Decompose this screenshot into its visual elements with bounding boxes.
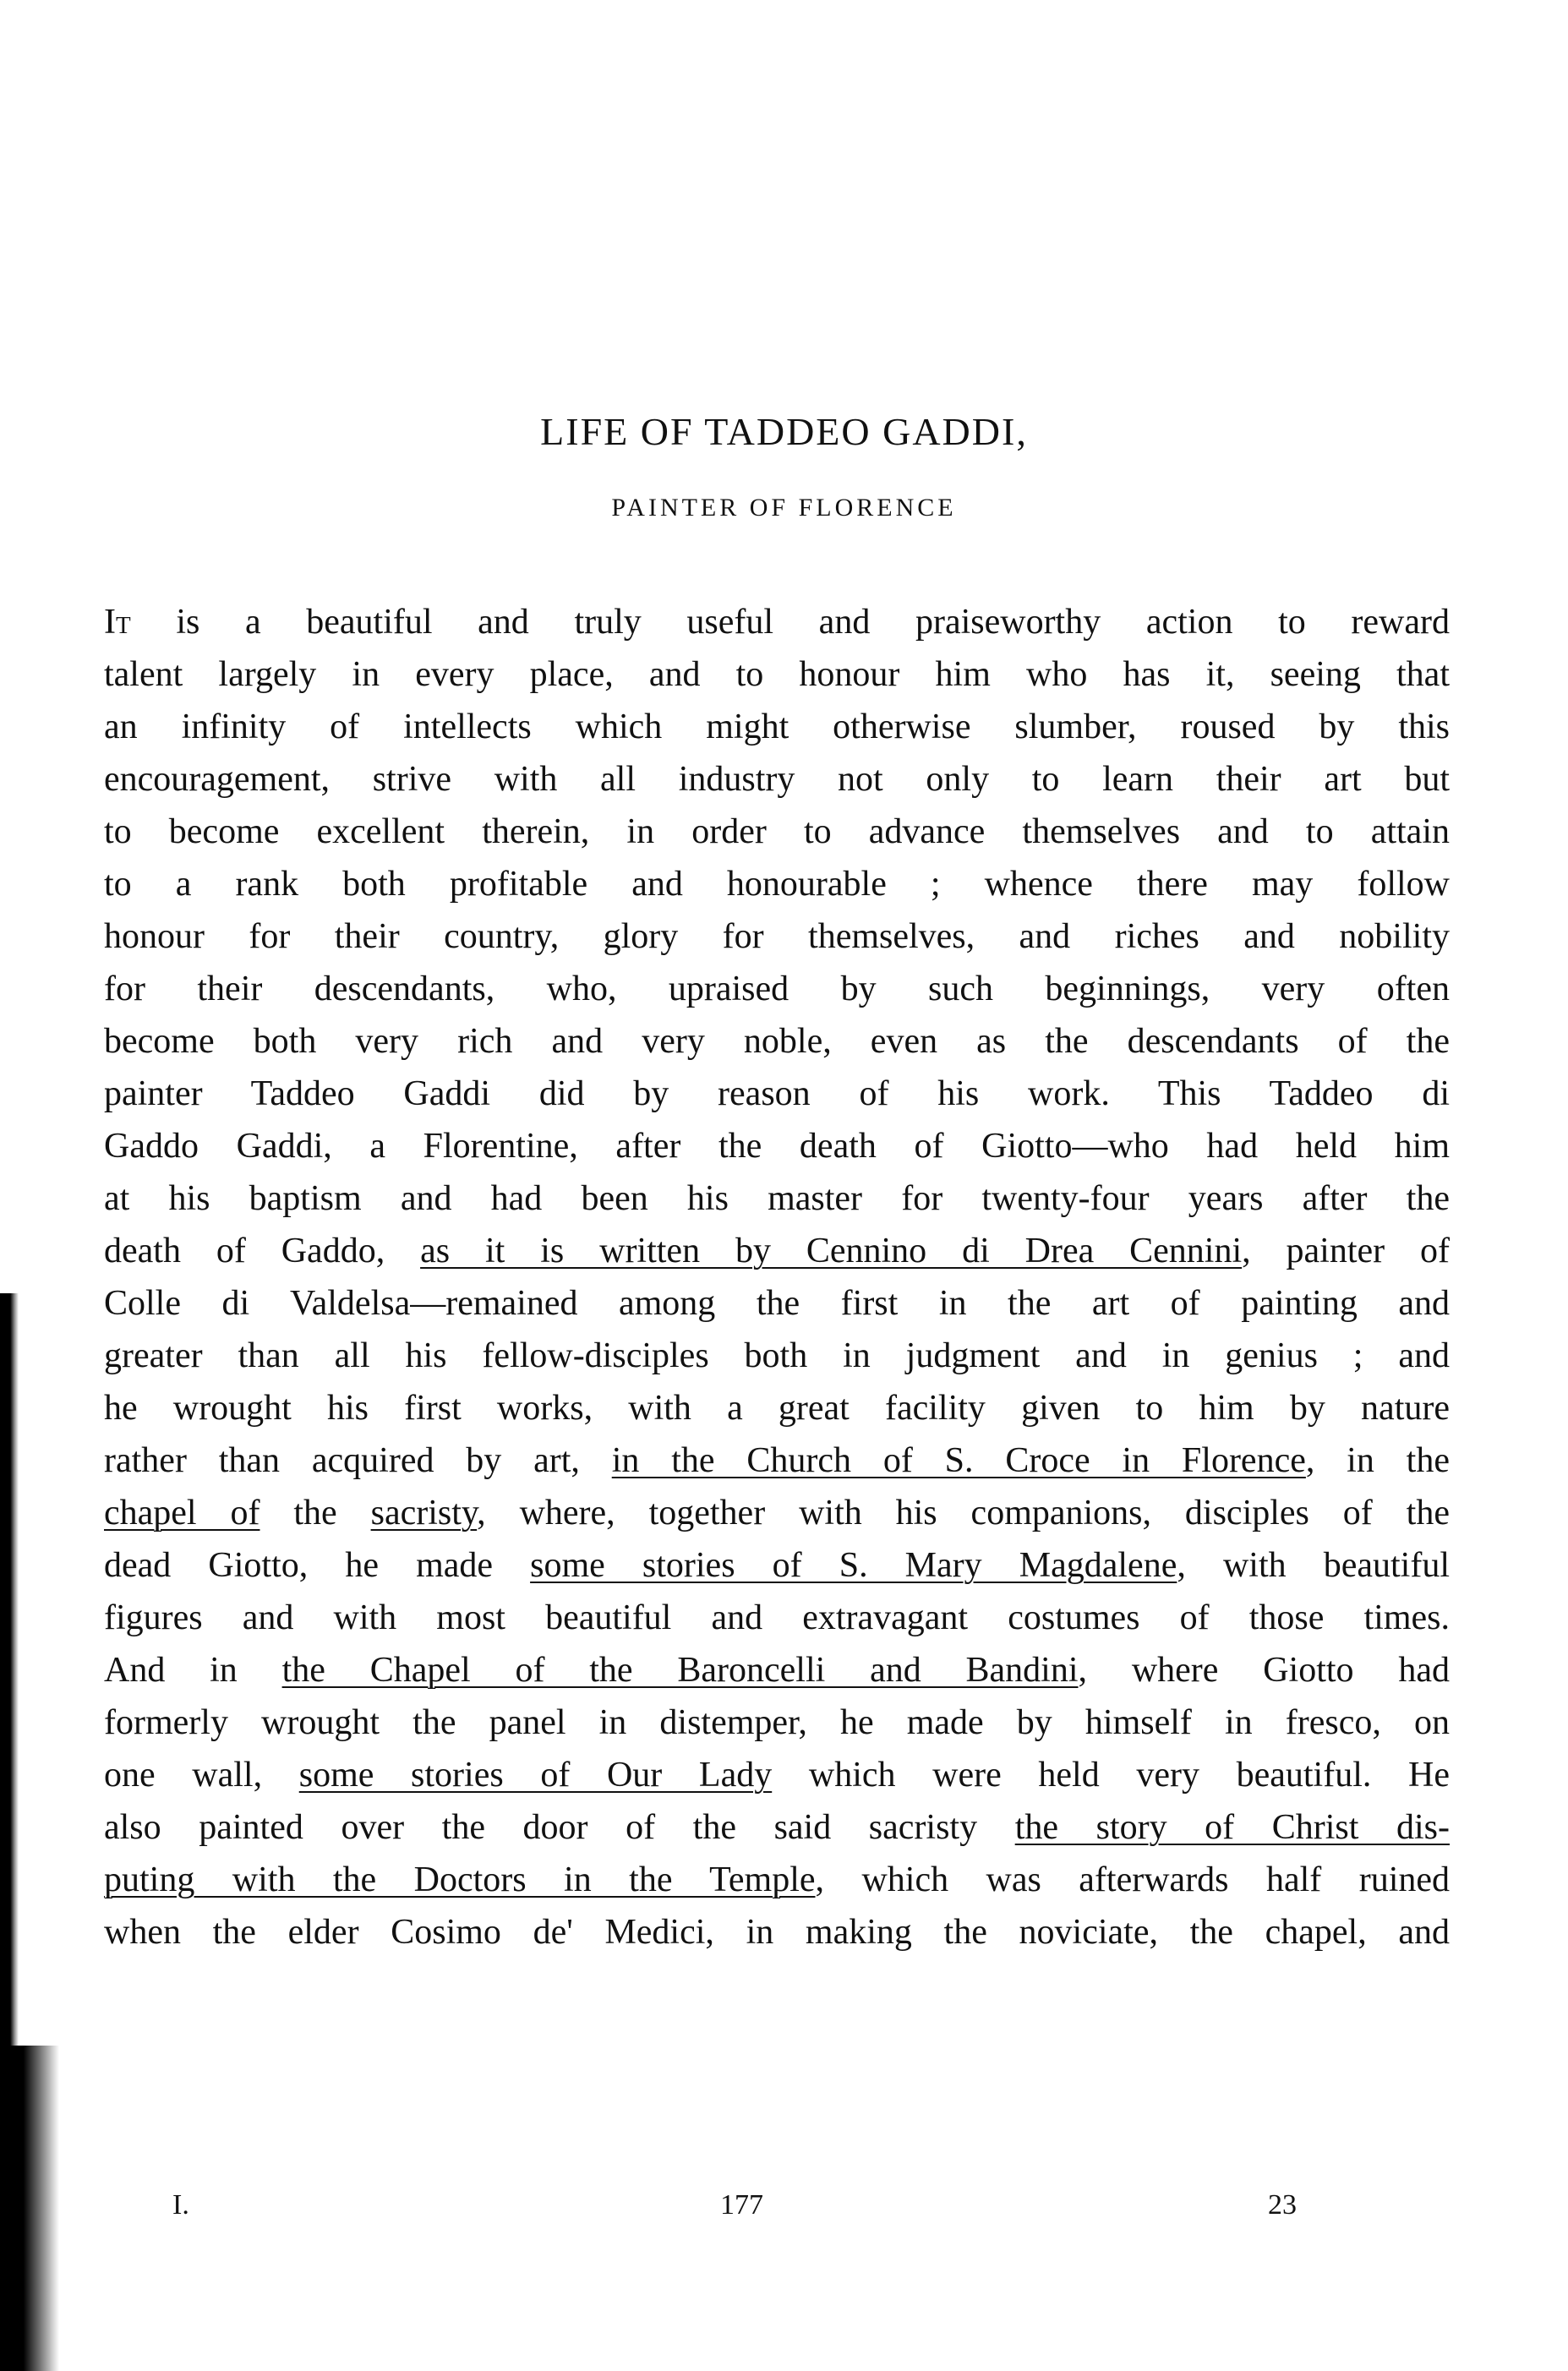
text-line: [104, 1539, 1450, 1592]
text-line: [104, 1696, 1450, 1749]
text-segment: It: [104, 603, 131, 642]
text-line: [104, 1434, 1450, 1487]
page-number: 177: [720, 2189, 763, 2221]
text-segment: when the elder Cosimo de' Medici, in making the noviciate, the chapel, and: [104, 1913, 1450, 1952]
text-segment: Gaddo Gaddi, a Florentine, after the death of Giotto—who had held him: [104, 1127, 1450, 1166]
text-segment: talent largely in every place, and to honour him who has it, seeing that: [104, 655, 1450, 694]
text-line: [104, 1644, 1450, 1696]
text-line: [104, 1015, 1450, 1068]
underlined-phrase: some stories of Our Lady: [298, 1756, 773, 1795]
text-line: [104, 1120, 1450, 1172]
text-line: [104, 1906, 1450, 1959]
underlined-phrase: puting with the Doctors in the Temple: [104, 1860, 816, 1899]
text-line: [104, 910, 1450, 963]
text-segment: the: [260, 1494, 371, 1532]
text-line: [104, 963, 1450, 1015]
text-segment: figures and with most beautiful and extravagant costumes of those times.: [104, 1598, 1450, 1637]
text-segment: painter Taddeo Gaddi did by reason of his work. This Taddeo di: [104, 1074, 1450, 1113]
text-segment: death of Gaddo,: [104, 1232, 421, 1270]
text-line: [104, 648, 1450, 701]
text-segment: at his baptism and had been his master for twenty-four years after the: [104, 1179, 1450, 1218]
text-segment: for their descendants, who, upraised by such beginnings, very often: [104, 970, 1450, 1008]
text-segment: to a rank both profitable and honourable ; whence there may follow: [104, 865, 1450, 904]
text-segment: is a beautiful and truly useful and praiseworthy action to reward: [130, 603, 1450, 642]
underlined-phrase: chapel of: [104, 1494, 260, 1532]
text-line: [104, 596, 1450, 648]
text-segment: , where Giotto had: [1078, 1651, 1450, 1690]
text-segment: to become excellent therein, in order to advance themselves and to attain: [104, 812, 1450, 851]
text-segment: greater than all his fellow-disciples both in judgment and in genius ; and: [104, 1336, 1450, 1375]
text-segment: one wall,: [104, 1756, 299, 1795]
text-segment: Colle di Valdelsa—remained among the first in the art of painting and: [104, 1284, 1450, 1323]
underlined-phrase: as it is written by Cennino di Drea Cennini: [420, 1232, 1243, 1270]
text-segment: encouragement, strive with all industry not only to learn their art but: [104, 760, 1450, 799]
text-line: [104, 1068, 1450, 1120]
text-line: [104, 806, 1450, 858]
text-segment: honour for their country, glory for themselves, and riches and nobility: [104, 917, 1450, 956]
text-segment: become both very rich and very noble, even as the descendants of the: [104, 1022, 1450, 1061]
text-line: [104, 701, 1450, 753]
signature-mark: I.: [172, 2189, 189, 2221]
text-line: [104, 1487, 1450, 1539]
text-segment: an infinity of intellects which might otherwise slumber, roused by this: [104, 707, 1450, 746]
text-segment: , which was afterwards half ruined: [815, 1860, 1451, 1899]
quire-number: 23: [1268, 2189, 1297, 2221]
text-segment: , with beautiful: [1177, 1546, 1450, 1585]
underlined-phrase: the Chapel of the Baroncelli and Bandini: [281, 1651, 1079, 1690]
page-footer: [0, 2189, 1568, 2232]
underlined-phrase: some stories of S. Mary Magdalene: [530, 1546, 1177, 1585]
text-segment: also painted over the door of the said sacristy: [104, 1808, 1015, 1847]
text-line: [104, 1854, 1450, 1906]
text-line: [104, 1382, 1450, 1434]
text-segment: And in: [104, 1651, 282, 1690]
text-line: [104, 1801, 1450, 1854]
text-line: [104, 1592, 1450, 1644]
chapter-title: LIFE OF TADDEO GADDI,: [540, 410, 1028, 453]
text-segment: , painter of: [1242, 1232, 1451, 1270]
text-segment: dead Giotto, he made: [104, 1546, 531, 1585]
body-text: [104, 596, 1450, 1959]
text-line: [104, 858, 1450, 910]
text-segment: rather than acquired by art,: [104, 1441, 612, 1480]
underlined-phrase: in the Church of S. Croce in Florence: [611, 1441, 1306, 1480]
text-line: [104, 753, 1450, 806]
text-segment: formerly wrought the panel in distemper, he made by himself in fresco, on: [104, 1703, 1450, 1742]
text-line: [104, 1749, 1450, 1801]
text-segment: which were held very beautiful. He: [772, 1756, 1450, 1795]
text-line: [104, 1330, 1450, 1382]
text-segment: he wrought his first works, with a great facility given to him by nature: [104, 1389, 1450, 1428]
underlined-phrase: sacristy: [370, 1494, 478, 1532]
chapter-subtitle: PAINTER OF FLORENCE: [611, 494, 957, 522]
text-line: [104, 1277, 1450, 1330]
text-segment: , in the: [1305, 1441, 1450, 1480]
text-line: [104, 1225, 1450, 1277]
underlined-phrase: the story of Christ dis-: [1014, 1808, 1450, 1847]
text-segment: , where, together with his companions, disciples of the: [477, 1494, 1450, 1532]
text-line: [104, 1172, 1450, 1225]
